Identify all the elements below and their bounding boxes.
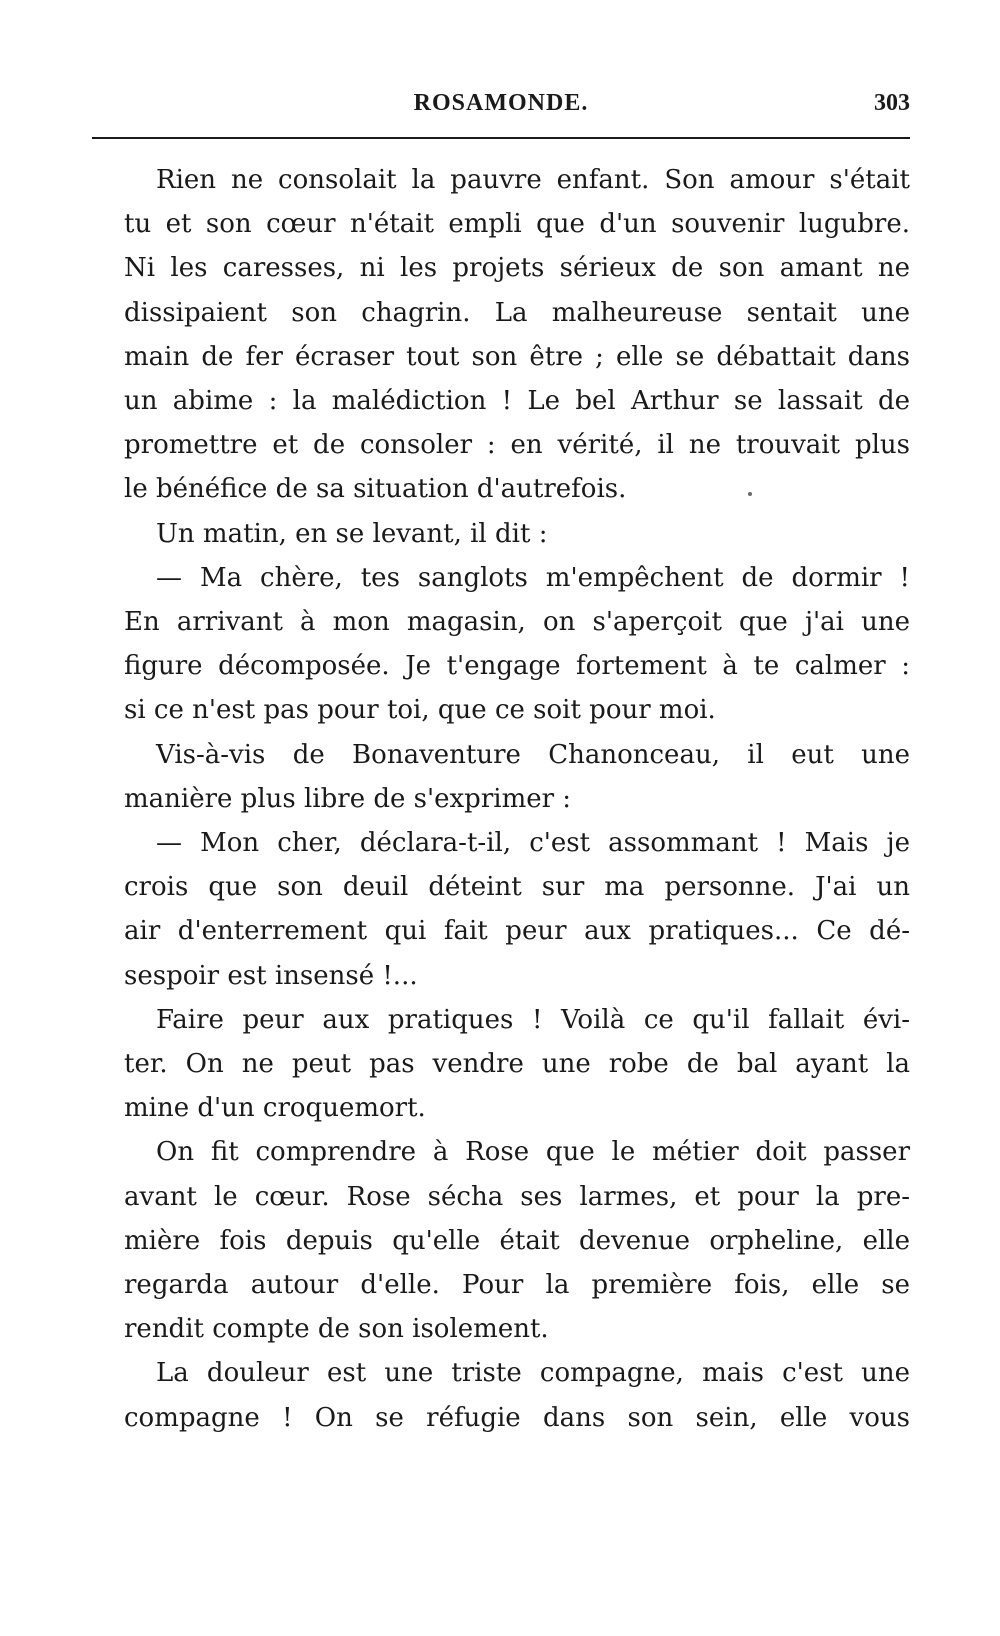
running-title: ROSAMONDE.: [413, 90, 589, 116]
text-line: sespoir est insensé !...: [124, 960, 418, 991]
text-line: un abime : la malédiction ! Le bel Arthur se lassait de: [124, 386, 910, 417]
text-line: figure décomposée. Je t'engage fortement à te calmer :: [124, 651, 910, 682]
paragraph: [92, 998, 910, 1131]
text-line: En arrivant à mon magasin, on s'aperçoit que j'ai une: [124, 607, 910, 638]
text-line: regarda autour d'elle. Pour la première fois, elle se: [124, 1270, 910, 1301]
text-line: tu et son cœur n'était empli que d'un souvenir lugubre.: [124, 209, 910, 240]
text-line: Rien ne consolait la pauvre enfant. Son amour s'était: [156, 165, 910, 195]
paragraph: [92, 512, 910, 556]
paragraph: [92, 1130, 910, 1351]
text-line: — Mon cher, déclara-t-il, c'est assommant ! Mais je: [156, 828, 910, 859]
paragraph: [92, 158, 910, 512]
text-line: ter. On ne peut pas vendre une robe de bal ayant la: [124, 1049, 910, 1080]
text-line: Ni les caresses, ni les projets sérieux de son amant ne: [124, 253, 910, 284]
dialogue-paragraph: [92, 821, 910, 998]
text-line: mine d'un croquemort.: [124, 1093, 426, 1124]
text-line: Un matin, en se levant, il dit :: [156, 518, 548, 549]
text-line: compagne ! On se réfugie dans son sein, elle vous: [124, 1402, 910, 1433]
text-line: air d'enterrement qui fait peur aux pratiques... Ce dé-: [124, 916, 910, 947]
text-line: le bénéfice de sa situation d'autrefois.: [124, 474, 627, 505]
dialogue-paragraph: [92, 556, 910, 733]
text-line: mière fois depuis qu'elle était devenue orpheline, elle: [124, 1225, 910, 1256]
text-line: — Ma chère, tes sanglots m'empêchent de dormir !: [156, 562, 910, 593]
print-speck: [748, 492, 752, 496]
text-line: promettre et de consoler : en vérité, il ne trouvait plus: [124, 430, 910, 461]
book-page: [92, 86, 910, 1433]
text-line: rendit compte de son isolement.: [124, 1314, 549, 1345]
page-header: [92, 86, 910, 126]
text-line: manière plus libre de s'exprimer :: [124, 783, 572, 814]
body-text: [92, 158, 910, 1440]
paragraph: [92, 1351, 910, 1439]
text-line: avant le cœur. Rose sécha ses larmes, et pour la pre-: [124, 1181, 910, 1212]
text-line: Faire peur aux pratiques ! Voilà ce qu'il fallait évi-: [156, 1004, 910, 1035]
text-line: On fit comprendre à Rose que le métier doit passer: [156, 1137, 910, 1168]
text-line: Vis-à-vis de Bonaventure Chanonceau, il eut une: [156, 739, 910, 770]
text-line: La douleur est une triste compagne, mais c'est une: [156, 1358, 910, 1389]
text-line: main de fer écraser tout son être ; elle se débattait dans: [124, 341, 910, 372]
text-line: crois que son deuil déteint sur ma personne. J'ai un: [124, 872, 910, 903]
text-line: dissipaient son chagrin. La malheureuse sentait une: [124, 297, 910, 328]
header-rule: [92, 137, 910, 139]
page-number: 303: [874, 90, 910, 116]
text-line: si ce n'est pas pour toi, que ce soit pour moi.: [124, 695, 716, 726]
paragraph: [92, 733, 910, 821]
